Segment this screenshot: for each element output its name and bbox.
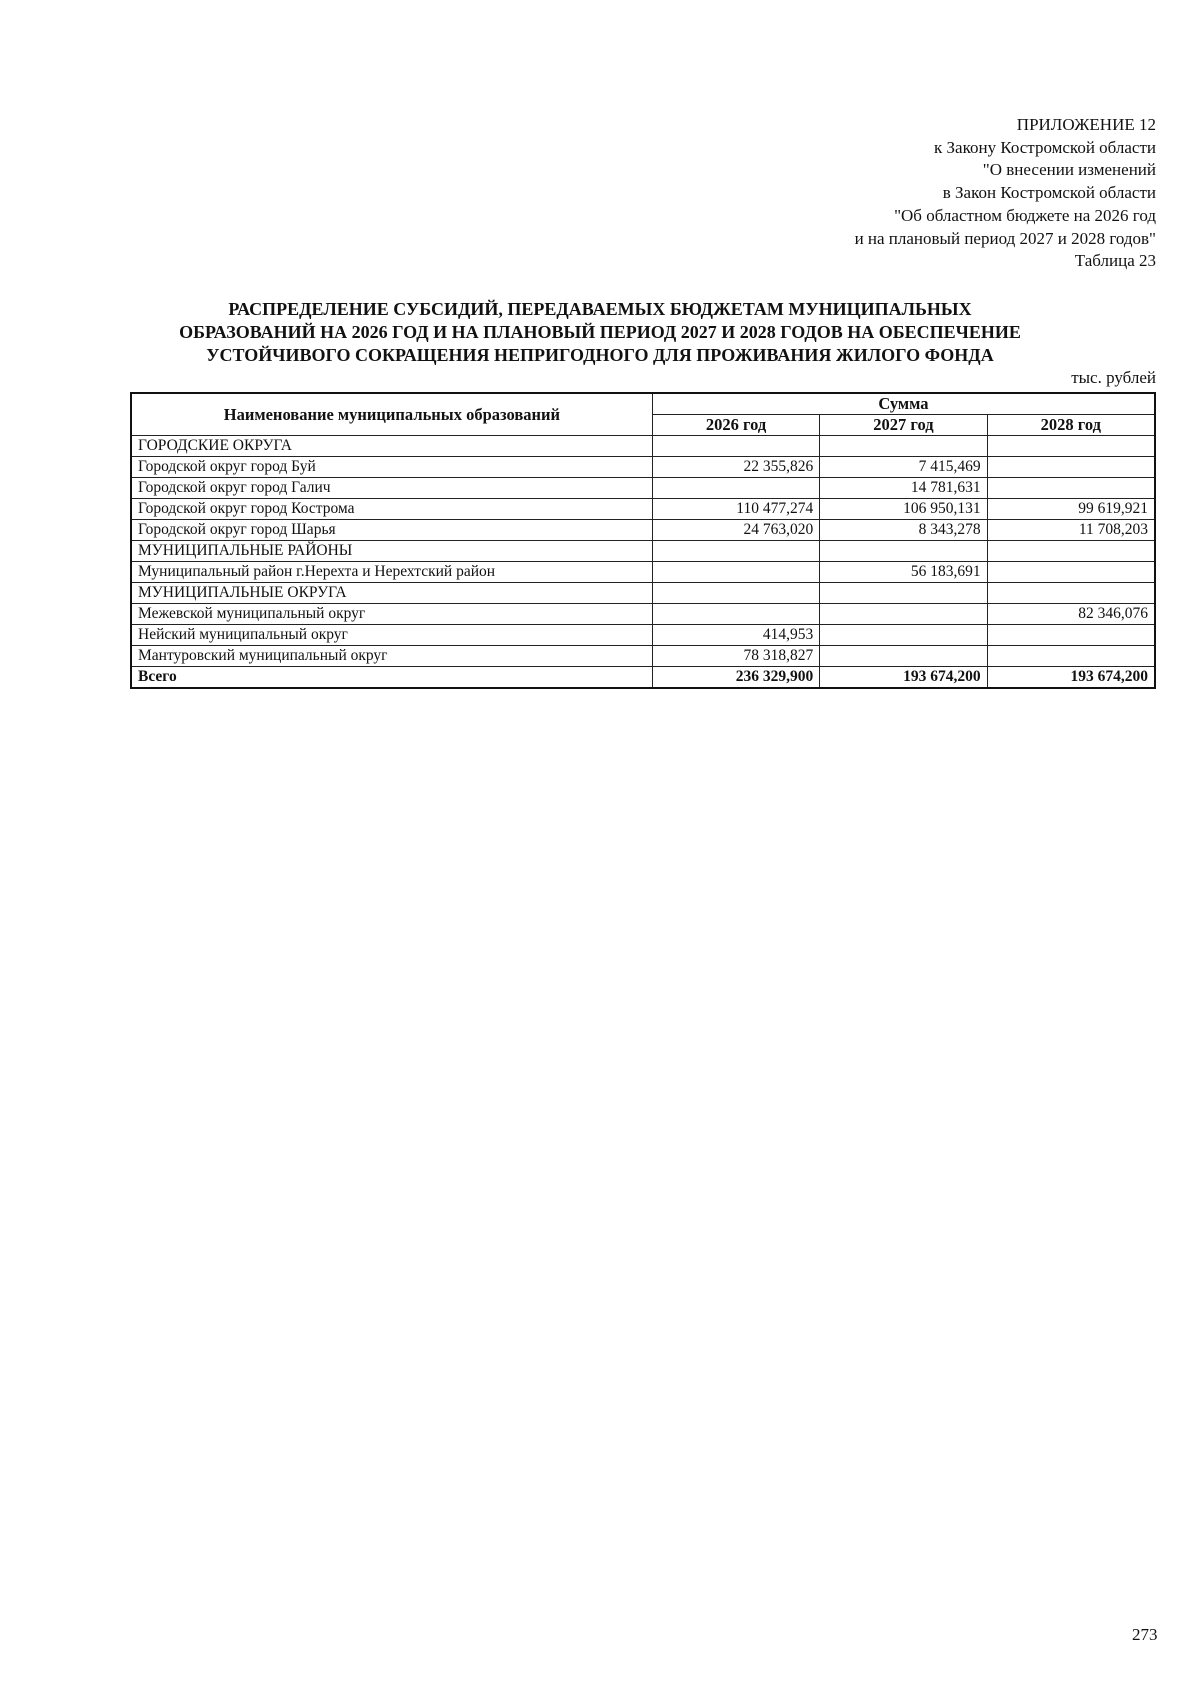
table-row: [131, 604, 1155, 625]
row-name: Городской округ город Шарья: [131, 520, 652, 541]
cell-2026: 78 318,827: [652, 646, 819, 667]
row-name: Нейский муниципальный округ: [131, 625, 652, 646]
document-title: [120, 298, 1080, 367]
page-number: 273: [1132, 1625, 1158, 1644]
cell-2027: [820, 436, 987, 457]
cell-2026: 24 763,020: [652, 520, 819, 541]
row-name: ГОРОДСКИЕ ОКРУГА: [131, 436, 652, 457]
column-header-2028: 2028 год: [987, 415, 1155, 436]
cell-2027: 14 781,631: [820, 478, 987, 499]
cell-2028: [987, 457, 1155, 478]
table-row: [131, 583, 1155, 604]
cell-2028: [987, 646, 1155, 667]
cell-2027: [820, 583, 987, 604]
total-label: Всего: [131, 667, 652, 689]
row-name: МУНИЦИПАЛЬНЫЕ РАЙОНЫ: [131, 541, 652, 562]
total-2028: 193 674,200: [987, 667, 1155, 689]
cell-2026: 414,953: [652, 625, 819, 646]
cell-2028: [987, 541, 1155, 562]
table-row: [131, 541, 1155, 562]
cell-2027: [820, 646, 987, 667]
cell-2026: [652, 478, 819, 499]
cell-2028: [987, 583, 1155, 604]
cell-2026: 22 355,826: [652, 457, 819, 478]
cell-2027: 8 343,278: [820, 520, 987, 541]
table-header-row: [131, 393, 1155, 415]
appendix-line: "Об областном бюджете на 2026 год: [894, 205, 1156, 225]
cell-2027: 106 950,131: [820, 499, 987, 520]
cell-2026: [652, 604, 819, 625]
cell-2028: 99 619,921: [987, 499, 1155, 520]
column-header-2027: 2027 год: [820, 415, 987, 436]
cell-2028: [987, 478, 1155, 499]
title-line: ОБРАЗОВАНИЙ НА 2026 ГОД И НА ПЛАНОВЫЙ ПЕРИОД 2027 И 2028 ГОДОВ НА ОБЕСПЕЧЕНИЕ: [179, 322, 1021, 342]
appendix-line: "О внесении изменений: [982, 160, 1156, 180]
row-name: Муниципальный район г.Нерехта и Нерехтский район: [131, 562, 652, 583]
cell-2028: [987, 436, 1155, 457]
cell-2027: 56 183,691: [820, 562, 987, 583]
column-header-sum: Сумма: [652, 393, 1155, 415]
appendix-line: и на плановый период 2027 и 2028 годов": [854, 228, 1156, 248]
row-name: МУНИЦИПАЛЬНЫЕ ОКРУГА: [131, 583, 652, 604]
table-row: [131, 499, 1155, 520]
title-line: УСТОЙЧИВОГО СОКРАЩЕНИЯ НЕПРИГОДНОГО ДЛЯ ПРОЖИВАНИЯ ЖИЛОГО ФОНДА: [206, 345, 994, 365]
cell-2028: [987, 562, 1155, 583]
row-name: Межевской муниципальный округ: [131, 604, 652, 625]
cell-2026: [652, 583, 819, 604]
total-2026: 236 329,900: [652, 667, 819, 689]
title-line: РАСПРЕДЕЛЕНИЕ СУБСИДИЙ, ПЕРЕДАВАЕМЫХ БЮДЖЕТАМ МУНИЦИПАЛЬНЫХ: [228, 299, 972, 319]
row-name: Городской округ город Галич: [131, 478, 652, 499]
total-2027: 193 674,200: [820, 667, 987, 689]
column-header-2026: 2026 год: [652, 415, 819, 436]
cell-2027: [820, 625, 987, 646]
table-body: [131, 436, 1155, 689]
table-row: [131, 436, 1155, 457]
cell-2028: 82 346,076: [987, 604, 1155, 625]
table-row: [131, 457, 1155, 478]
cell-2028: [987, 625, 1155, 646]
cell-2026: [652, 436, 819, 457]
table-row: [131, 646, 1155, 667]
cell-2028: 11 708,203: [987, 520, 1155, 541]
cell-2027: [820, 604, 987, 625]
cell-2026: [652, 541, 819, 562]
table-row: [131, 562, 1155, 583]
total-row: [131, 667, 1155, 689]
appendix-line: к Закону Костромской области: [934, 137, 1156, 157]
cell-2026: [652, 562, 819, 583]
row-name: Мантуровский муниципальный округ: [131, 646, 652, 667]
table-row: [131, 478, 1155, 499]
appendix-line: ПРИЛОЖЕНИЕ 12: [1016, 115, 1156, 134]
appendix-header: [636, 114, 1156, 273]
row-name: Городской округ город Буй: [131, 457, 652, 478]
cell-2027: [820, 541, 987, 562]
cell-2027: 7 415,469: [820, 457, 987, 478]
cell-2026: 110 477,274: [652, 499, 819, 520]
appendix-line: в Закон Костромской области: [942, 183, 1156, 203]
table-row: [131, 625, 1155, 646]
column-header-name: Наименование муниципальных образований: [131, 393, 652, 436]
subsidy-table: [130, 392, 1156, 689]
row-name: Городской округ город Кострома: [131, 499, 652, 520]
table-number: Таблица 23: [1074, 251, 1156, 271]
table-row: [131, 520, 1155, 541]
units-label: тыс. рублей: [1071, 368, 1156, 387]
